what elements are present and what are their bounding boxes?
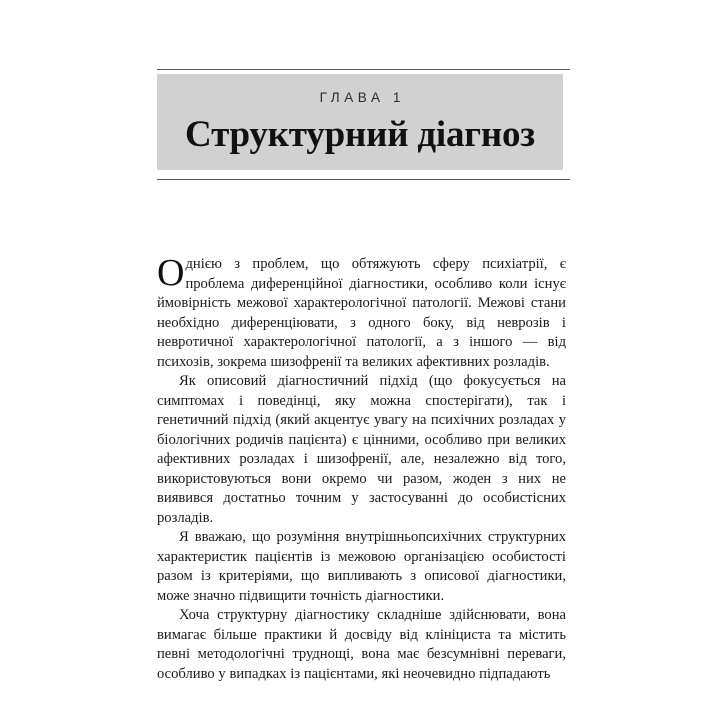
chapter-title: Структурний діагноз (185, 113, 535, 155)
paragraph-1 (157, 252, 566, 372)
chapter-title-box (157, 74, 563, 170)
paragraph-1-text: днією з проблем, що обтяжують сферу психіатрії, є проблема диференційної діагностики, особливо коли існує ймовірність межової характерологічної патології. Межові стани необхідно диференціювати, з одного боку, від неврозів і невротичної характерологічної патології, а з іншого — від психозів, зокрема шизофренії та великих афективних розладів. (157, 256, 566, 370)
drop-cap: О (157, 252, 185, 294)
header-rule-top (157, 69, 570, 70)
paragraph-4: Хоча структурну діагностику складніше здійснювати, вона вимагає більше практики й досвіду від клініциста та містить певні методологічні труднощі, вона має безсумнівні переваги, особливо у випадках із пацієнтами, які неочевидно підпадають (157, 607, 566, 682)
chapter-number-label: ГЛАВА 1 (319, 90, 406, 105)
header-rule-bottom (157, 179, 570, 180)
paragraph-3: Я вважаю, що розуміння внутрішньопсихічних структурних характеристик пацієнтів із межовою організацією особистості разом із критеріями, що випливають з описової діагностики, може значно підвищити точність діагностики. (157, 529, 566, 604)
body-text-column (157, 252, 566, 684)
paragraph-2: Як описовий діагностичний підхід (що фокусується на симптомах і поведінці, яку можна спостерігати), так і генетичний підхід (який акцентує увагу на психічних розладах у біологічних родичів пацієнта) є цінними, особливо при великих афективних розладах і шизофренії, але, незалежно від того, використовуються вони окремо чи разом, жоден з них не виявився достатньо точним у застосуванні до особистісних розладів. (157, 373, 566, 526)
chapter-header (157, 69, 570, 180)
